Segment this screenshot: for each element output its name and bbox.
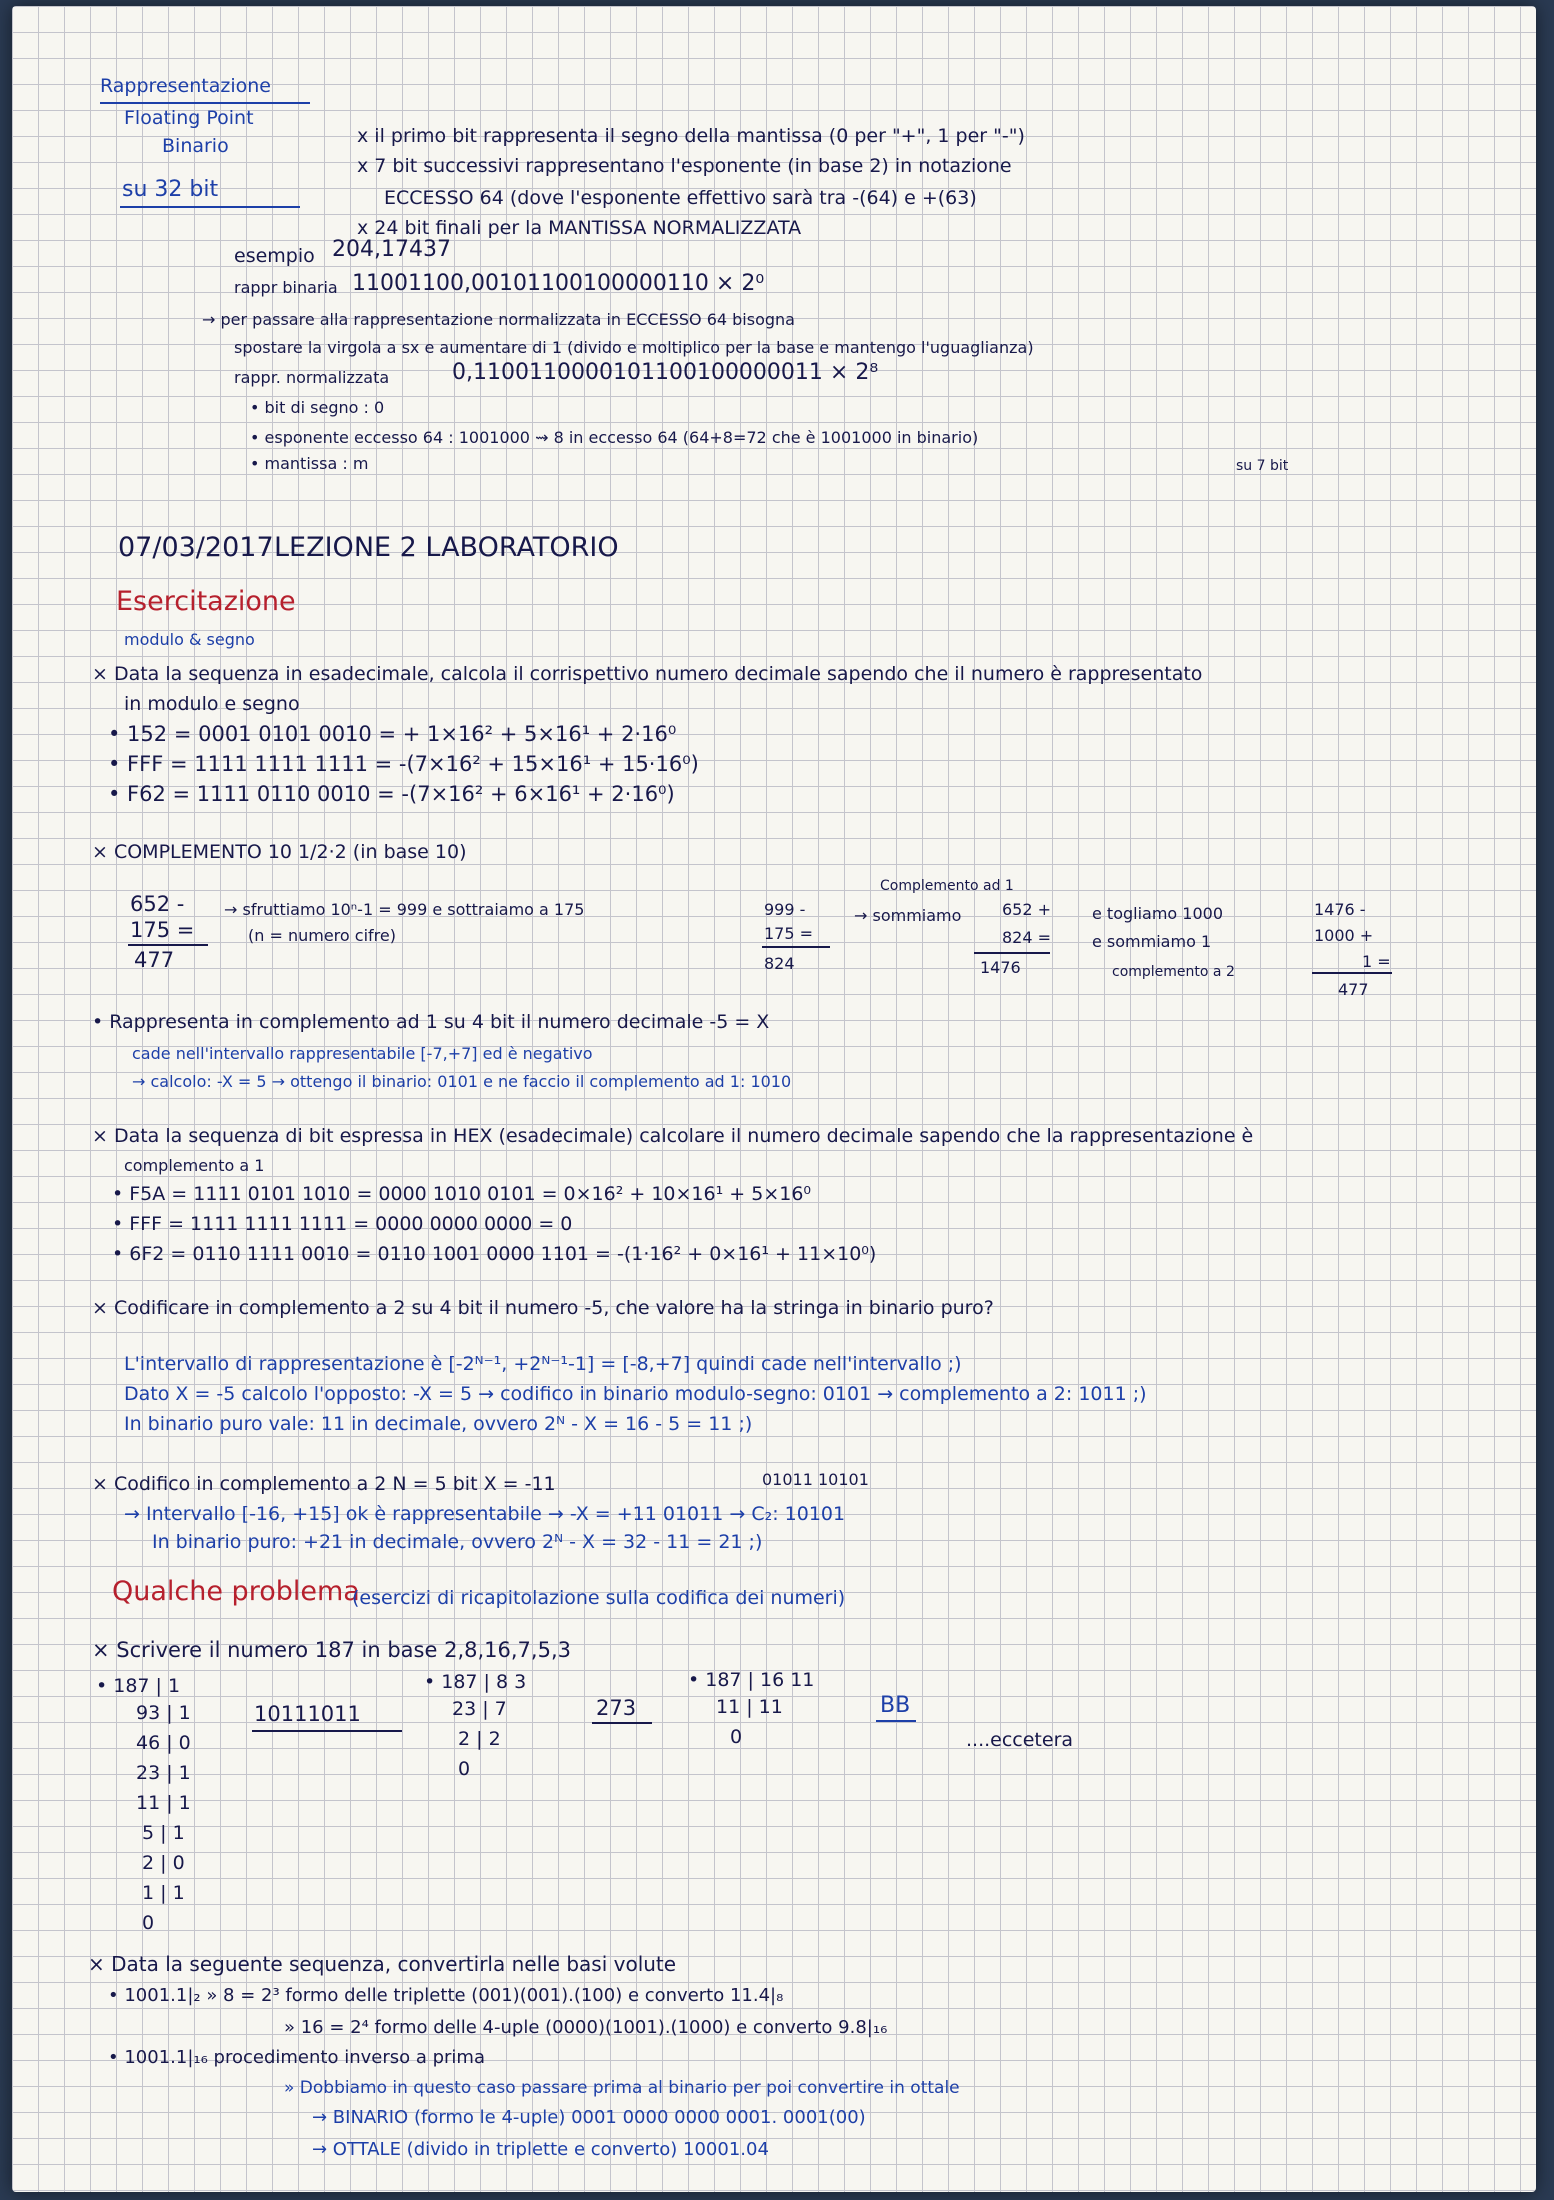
ex4-row-1: • F5A = 1111 0101 1010 = 0000 1010 0101 = 0×16² + 10×16¹ + 5×16⁰	[112, 1183, 812, 1205]
ex2-sum-1: 652 +	[1002, 900, 1052, 919]
passaggio-1: → per passare alla rappresentazione normalizzata in ECCESSO 64 bisogna	[202, 310, 795, 329]
ex2-sub-3: 824	[764, 954, 795, 973]
base2-row: 46 | 0	[136, 1732, 191, 1754]
q2-row-6: → OTTALE (divido in triplette e converto) 10001.04	[312, 2139, 769, 2160]
base8-row: 23 | 7	[452, 1698, 507, 1720]
su7bit: su 7 bit	[1236, 458, 1289, 474]
notebook-page	[12, 6, 1536, 2192]
ex1-row-2: • FFF = 1111 1111 1111 = -(7×16² + 15×16¹ + 15·16⁰)	[108, 752, 699, 776]
base2-row: 5 | 1	[142, 1822, 185, 1844]
ex2-sub-1: 999 -	[764, 900, 806, 919]
ex1-row-3: • F62 = 1111 0110 0010 = -(7×16² + 6×16¹ + 2·16⁰)	[108, 782, 675, 806]
passaggio-2: spostare la virgola a sx e aumentare di 1 (divido e moltiplico per la base e mantengo l'uguaglianza)	[234, 338, 1034, 357]
esercitazione-title: Esercitazione	[116, 586, 296, 617]
problemi-q1: × Scrivere il numero 187 in base 2,8,16,7,5,3	[92, 1638, 571, 1662]
base2-row: 0	[142, 1912, 155, 1934]
ex1-question-line1: × Data la sequenza in esadecimale, calcola il corrispettivo numero decimale sapendo che il numero è rappresentato	[92, 663, 1203, 685]
ex2-final-4: 477	[1338, 980, 1369, 999]
ex2-final-3: 1 =	[1362, 952, 1391, 971]
rappr-norm-value: 0,1100110000101100100000011 × 2⁸	[452, 360, 879, 385]
bullet-4: x 24 bit finali per la MANTISSA NORMALIZZATA	[357, 217, 802, 239]
ex3-question: • Rappresenta in complemento ad 1 su 4 bit il numero decimale -5 = X	[92, 1011, 770, 1033]
base8-row: 2 | 2	[458, 1728, 501, 1750]
ex4-row-3: • 6F2 = 0110 1111 0010 = 0110 1001 0000 1101 = -(1·16² + 0×16¹ + 11×10⁰)	[112, 1243, 877, 1265]
problemi-q2: × Data la seguente sequenza, convertirla nelle basi volute	[88, 1952, 677, 1976]
title-line-2: Floating Point	[124, 107, 254, 129]
eccetera: ....eccetera	[966, 1729, 1074, 1751]
ex4-row-2: • FFF = 1111 1111 1111 = 0000 0000 0000 = 0	[112, 1213, 573, 1235]
base16-row: 11 | 11	[716, 1696, 783, 1718]
ex5-line-3: In binario puro vale: 11 in decimale, ovvero 2ᴺ - X = 16 - 5 = 11 ;)	[124, 1413, 753, 1435]
esponente: • esponente eccesso 64 : 1001000 ⇝ 8 in eccesso 64 (64+8=72 che è 1001000 in binario)	[250, 428, 979, 447]
ex2-op-line	[128, 944, 208, 946]
lesson-title: LEZIONE 2 LABORATORIO	[274, 532, 619, 563]
ex2-sum-3: 1476	[980, 958, 1021, 977]
bullet-2: x 7 bit successivi rappresentano l'esponente (in base 2) in notazione	[357, 155, 1012, 177]
ex6-line-1: → Intervallo [-16, +15] ok è rappresentabile → -X = +11 01011 → C₂: 10101	[124, 1503, 846, 1525]
bullet-1: x il primo bit rappresenta il segno della mantissa (0 per "+", 1 per "-")	[357, 125, 1025, 147]
base2-row: 11 | 1	[136, 1792, 191, 1814]
base8-result: 273	[596, 1696, 637, 1720]
q2-row-1: • 1001.1|₂ » 8 = 2³ formo delle triplette (001)(001).(100) e converto 11.4|₈	[108, 1985, 784, 2006]
ex2-final-1: 1476 -	[1314, 900, 1366, 919]
problemi-subtitle: (esercizi di ricapitolazione sulla codifica dei numeri)	[352, 1587, 846, 1609]
ex2-op-1: 652 -	[130, 892, 185, 916]
ex4-question-line2: complemento a 1	[124, 1156, 265, 1175]
title-underline	[100, 102, 310, 104]
esempio-value: 204,17437	[332, 237, 451, 262]
ex2-op-2: 175 =	[130, 918, 195, 942]
base2-row: 2 | 0	[142, 1852, 185, 1874]
ex2-sum-label: → sommiamo	[854, 906, 962, 925]
q2-row-5: → BINARIO (formo le 4-uple) 0001 0000 0000 0001. 0001(00)	[312, 2107, 866, 2128]
rappr-binaria-label: rappr binaria	[234, 278, 338, 297]
lesson-date: 07/03/2017	[118, 532, 274, 563]
base2-row: 93 | 1	[136, 1702, 191, 1724]
title-underline-2	[120, 206, 300, 208]
ex2-sommiamo: e sommiamo 1	[1092, 932, 1212, 951]
base16-header: • 187 | 16 11	[688, 1669, 815, 1691]
ex2-desc-1: → sfruttiamo 10ⁿ-1 = 999 e sottraiamo a 175	[224, 900, 585, 919]
ex6-question: × Codifico in complemento a 2 N = 5 bit X = -11	[92, 1473, 556, 1495]
ex2-sum-line	[974, 952, 1050, 954]
ex6-bits-top: 01011 10101	[762, 1470, 869, 1489]
ex3-line-1: cade nell'intervallo rappresentabile [-7,+7] ed è negativo	[132, 1044, 593, 1063]
ex6-line-2: In binario puro: +21 in decimale, ovvero 2ᴺ - X = 32 - 11 = 21 ;)	[152, 1531, 763, 1553]
base16-result-underline	[876, 1720, 916, 1722]
ex2-op-3: 477	[134, 948, 175, 972]
ex1-row-1: • 152 = 0001 0101 0010 = + 1×16² + 5×16¹ + 2·16⁰	[108, 722, 677, 746]
ex3-line-2: → calcolo: -X = 5 → ottengo il binario: 0101 e ne faccio il complemento ad 1: 1010	[132, 1072, 792, 1091]
ex5-line-1: L'intervallo di rappresentazione è [-2ᴺ⁻¹, +2ᴺ⁻¹-1] = [-8,+7] quindi cade nell'intervallo ;)	[124, 1353, 962, 1375]
title-line-1: Rappresentazione	[100, 75, 271, 97]
ex5-line-2: Dato X = -5 calcolo l'opposto: -X = 5 → codifico in binario modulo-segno: 0101 → complemento a 2: 1011 ;)	[124, 1383, 1147, 1405]
ex4-question-line1: × Data la sequenza di bit espressa in HEX (esadecimale) calcolare il numero decimale sapendo che la rappresentazione è	[92, 1125, 1254, 1147]
esercitazione-subtitle: modulo & segno	[124, 630, 255, 649]
ex1-question-line2: in modulo e segno	[124, 693, 300, 715]
ex2-final-2: 1000 +	[1314, 926, 1374, 945]
problemi-title: Qualche problema	[112, 1576, 360, 1607]
base8-header: • 187 | 8 3	[424, 1671, 527, 1693]
base2-header: • 187 | 1	[96, 1675, 181, 1697]
title-line-3: Binario	[162, 135, 229, 157]
base2-result: 10111011	[254, 1702, 361, 1726]
base8-result-underline	[592, 1722, 652, 1724]
bit-segno: • bit di segno : 0	[250, 398, 385, 417]
bullet-3: ECCESSO 64 (dove l'esponente effettivo sarà tra -(64) e +(63)	[384, 187, 977, 209]
rappr-binaria-value: 11001100,00101100100000110 × 2⁰	[352, 271, 765, 296]
ex2-title: × COMPLEMENTO 10 1/2·2 (in base 10)	[92, 841, 467, 863]
ex2-comp1-label: Complemento ad 1	[880, 878, 1014, 894]
ex2-final-line	[1312, 972, 1392, 974]
q2-row-2: » 16 = 2⁴ formo delle 4-uple (0000)(1001).(1000) e converto 9.8|₁₆	[284, 2017, 888, 2038]
base16-result: BB	[880, 1693, 911, 1718]
rappr-norm-label: rappr. normalizzata	[234, 368, 390, 387]
esempio-label: esempio	[234, 245, 315, 267]
ex2-desc-2: (n = numero cifre)	[248, 926, 396, 945]
q2-row-3: • 1001.1|₁₆ procedimento inverso a prima	[108, 2047, 485, 2068]
mantissa: • mantissa : m	[250, 454, 369, 473]
ex2-togliamo: e togliamo 1000	[1092, 904, 1224, 923]
base16-row: 0	[730, 1726, 743, 1748]
base8-row: 0	[458, 1758, 471, 1780]
ex2-comp2: complemento a 2	[1112, 964, 1235, 980]
ex5-question: × Codificare in complemento a 2 su 4 bit il numero -5, che valore ha la stringa in binario puro?	[92, 1297, 994, 1319]
q2-row-4: » Dobbiamo in questo caso passare prima al binario per poi convertire in ottale	[284, 2078, 960, 2098]
ex2-sum-2: 824 =	[1002, 928, 1052, 947]
base2-result-underline	[252, 1730, 402, 1732]
title-line-4: su 32 bit	[122, 177, 219, 202]
base2-row: 23 | 1	[136, 1762, 191, 1784]
base2-row: 1 | 1	[142, 1882, 185, 1904]
ex2-sub-line	[762, 946, 830, 948]
ex2-sub-2: 175 =	[764, 924, 814, 943]
